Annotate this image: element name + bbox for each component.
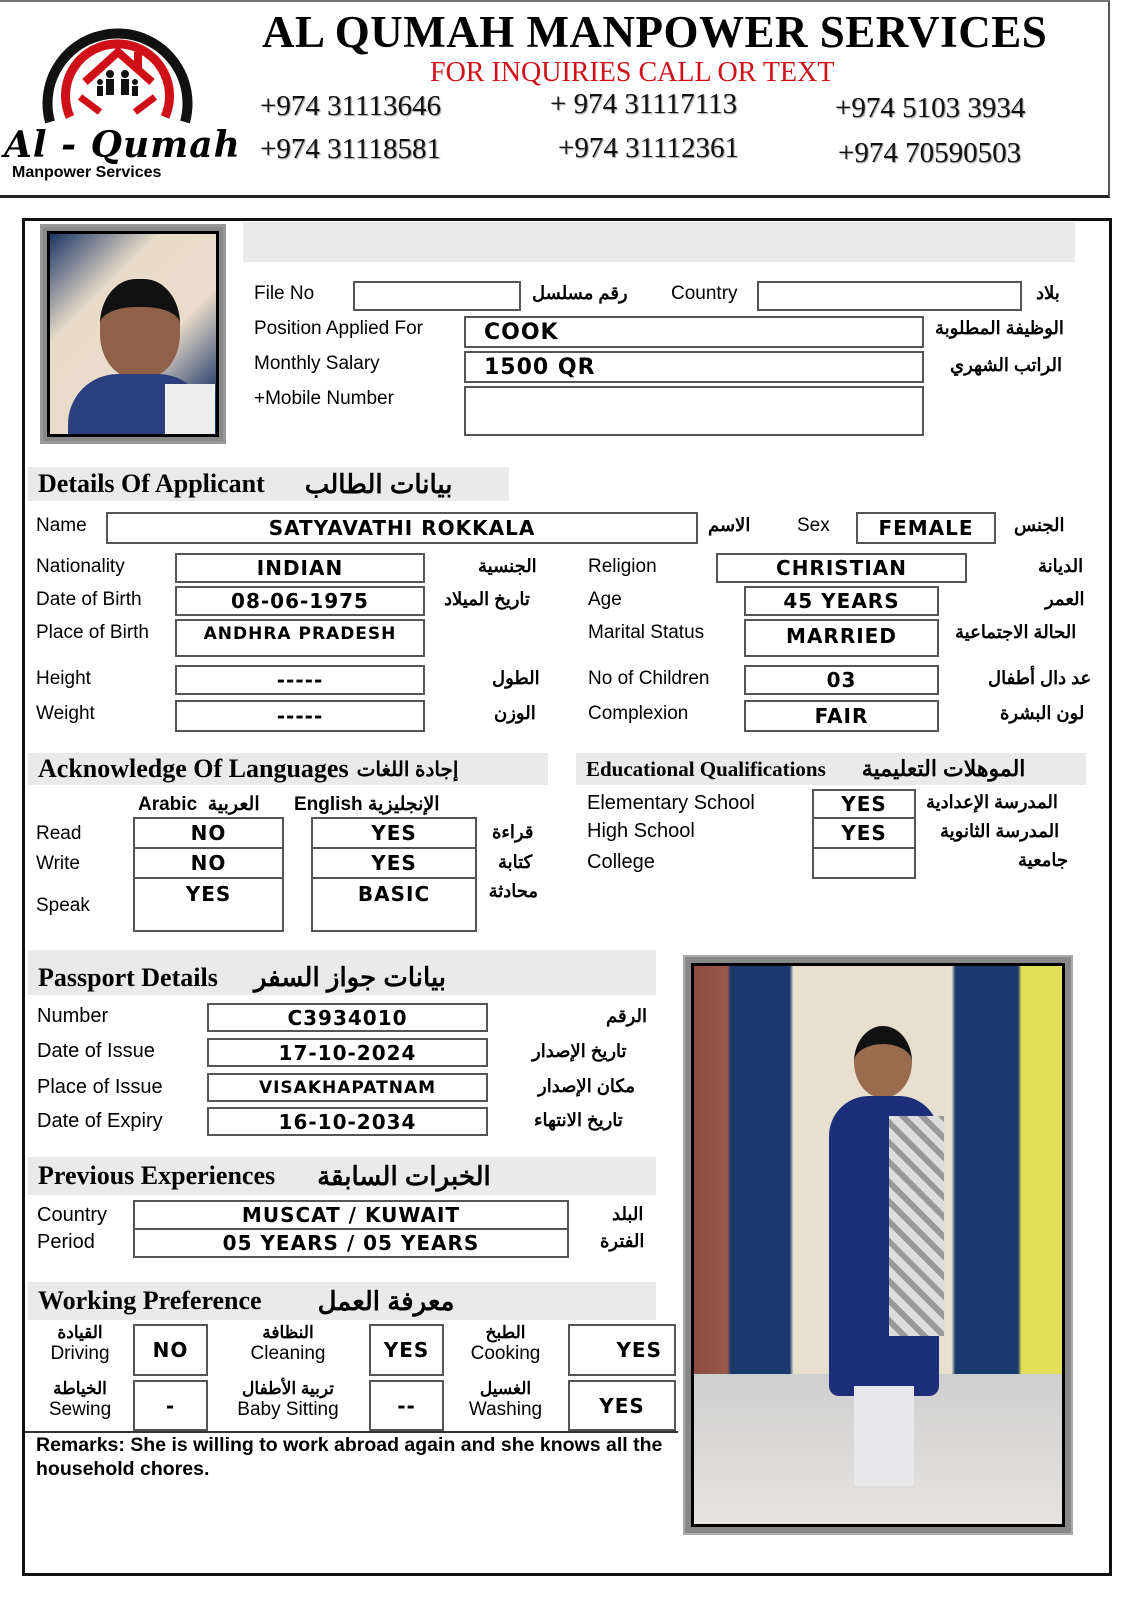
arabic-column-header [138, 793, 260, 816]
english-column-header [294, 793, 440, 816]
salary-label: Monthly Salary [254, 353, 380, 374]
elementary-value: YES [812, 789, 916, 819]
phone-number: +974 31113646 [260, 90, 441, 122]
education-section-header [576, 753, 1086, 785]
complexion-label: Complexion [588, 703, 689, 724]
expiry-date-arabic-label: تاريخ الانتهاء [534, 1110, 623, 1130]
full-body-photo-frame [683, 955, 1073, 1535]
section-title-arabic: بيانات جواز السفر [253, 962, 447, 992]
section-title: Passport Details [38, 963, 218, 992]
sex-arabic-label: الجنس [1014, 515, 1065, 535]
nationality-label: Nationality [36, 556, 125, 577]
write-label: Write [36, 853, 80, 874]
phone-number: +974 70590503 [838, 137, 1022, 169]
marital-status-field: MARRIED [744, 619, 939, 657]
section-title-arabic: الخبرات السابقة [317, 1160, 491, 1191]
salary-field: 1500 QR [464, 351, 924, 383]
arabic-write-value: NO [133, 847, 284, 879]
remarks-text: Remarks: She is willing to work abroad again and she knows all the household chores. [36, 1434, 663, 1480]
english-column-label-ar: الإنجليزية [367, 794, 440, 815]
washing-value: YES [568, 1380, 676, 1431]
english-speak-value: BASIC [311, 877, 477, 932]
speak-arabic-label: محادثة [488, 881, 538, 901]
issue-place-label: Place of Issue [37, 1076, 163, 1098]
cooking-arabic-label: الطبخ [485, 1323, 526, 1342]
passport-photo-frame [40, 224, 226, 444]
experience-country-label: Country [37, 1204, 108, 1226]
arabic-column-label-ar: العربية [207, 794, 260, 815]
college-arabic-label: جامعية [1018, 850, 1069, 870]
name-arabic-label: الاسم [708, 515, 751, 535]
letterhead [0, 0, 1110, 198]
dob-label: Date of Birth [36, 589, 142, 610]
salary-arabic-label: الراتب الشهري [950, 355, 1062, 375]
experience-section-header [28, 1157, 656, 1195]
age-field: 45 YEARS [744, 586, 939, 616]
experience-country-arabic-label: البلد [612, 1204, 644, 1224]
name-label: Name [36, 515, 87, 536]
children-label: No of Children [588, 668, 710, 689]
marital-status-label: Marital Status [588, 622, 705, 643]
section-title-arabic: الموهلات التعليمية [861, 756, 1026, 781]
age-label: Age [588, 589, 622, 610]
dob-field: 08-06-1975 [175, 586, 425, 616]
complexion-arabic-label: لون البشرة [1000, 703, 1085, 723]
preference-section-header [28, 1282, 656, 1320]
religion-field: CHRISTIAN [716, 553, 967, 583]
elementary-label: Elementary School [587, 792, 755, 814]
read-label: Read [36, 823, 82, 844]
place-of-birth-label: Place of Birth [36, 622, 149, 643]
expiry-date-field: 16-10-2034 [207, 1107, 488, 1136]
arabic-read-value: NO [133, 817, 284, 849]
washing-arabic-label: الغسيل [479, 1379, 532, 1398]
weight-arabic-label: الوزن [494, 703, 536, 723]
section-title: Educational Qualifications [586, 756, 826, 781]
children-field: 03 [744, 665, 939, 695]
passport-number-field: C3934010 [207, 1003, 488, 1032]
cleaning-cell [218, 1323, 358, 1365]
file-no-label: File No [254, 283, 315, 304]
passport-section-header [28, 950, 656, 995]
nationality-field: INDIAN [175, 553, 425, 583]
place-of-birth-field: ANDHRA PRADESH [175, 619, 425, 657]
english-write-value: YES [311, 847, 477, 879]
section-title-arabic: معرفة العمل [317, 1285, 455, 1316]
file-no-field [353, 281, 521, 311]
washing-cell [448, 1379, 563, 1421]
height-label: Height [36, 668, 91, 689]
college-value [812, 847, 916, 879]
cleaning-label: Cleaning [250, 1343, 326, 1364]
high-school-label: High School [587, 820, 695, 842]
weight-label: Weight [36, 703, 95, 724]
experience-period-label: Period [37, 1231, 95, 1253]
religion-arabic-label: الديانة [1038, 556, 1084, 576]
cooking-label: Cooking [470, 1343, 541, 1364]
english-read-value: YES [311, 817, 477, 849]
elementary-arabic-label: المدرسة الإعدادية [926, 792, 1058, 812]
section-title: Previous Experiences [38, 1161, 276, 1190]
driving-label: Driving [50, 1343, 110, 1364]
weight-field: ----- [175, 700, 425, 732]
driving-value: NO [133, 1324, 208, 1376]
arabic-column-label: Arabic [138, 794, 198, 815]
country-label: Country [671, 283, 738, 304]
sewing-value: - [133, 1380, 208, 1431]
applicant-section-header [28, 467, 509, 501]
sewing-arabic-label: الخياطة [53, 1379, 107, 1398]
phone-number: +974 5103 3934 [835, 92, 1026, 124]
section-title: Acknowledge Of Languages [38, 754, 349, 783]
phone-number: +974 31112361 [558, 132, 739, 164]
height-arabic-label: الطول [492, 668, 540, 688]
languages-section-header [28, 753, 548, 785]
section-title-arabic: بيانات الطالب [304, 468, 453, 499]
issue-place-field: VISAKHAPATNAM [207, 1073, 488, 1102]
experience-period-field: 05 YEARS / 05 YEARS [133, 1228, 569, 1258]
washing-label: Washing [468, 1399, 543, 1420]
issue-date-arabic-label: تاريخ الإصدار [532, 1041, 627, 1061]
high-school-arabic-label: المدرسة الثانوية [940, 821, 1060, 841]
baby-sitting-cell [218, 1379, 358, 1421]
file-no-arabic-label: رقم مسلسل [532, 283, 628, 303]
cleaning-value: YES [369, 1324, 444, 1376]
passport-number-arabic-label: الرقم [606, 1006, 648, 1026]
company-logo-icon [30, 12, 205, 132]
college-label: College [587, 851, 655, 873]
country-arabic-label: بلاد [1036, 283, 1060, 303]
company-name: AL QUMAH MANPOWER SERVICES [262, 7, 1048, 57]
applicant-portrait-photo [47, 231, 219, 437]
baby-sitting-label: Baby Sitting [237, 1399, 339, 1420]
experience-period-arabic-label: الفترة [600, 1231, 645, 1251]
mobile-label: +Mobile Number [254, 388, 394, 409]
phone-number: +974 31118581 [260, 133, 441, 165]
issue-date-label: Date of Issue [37, 1040, 155, 1062]
high-school-value: YES [812, 817, 916, 849]
driving-cell [28, 1323, 132, 1365]
logo-subtitle: Manpower Services [12, 164, 162, 181]
cooking-value: YES [568, 1324, 676, 1376]
name-field: SATYAVATHI ROKKALA [106, 512, 698, 544]
logo-wordmark: Al - Qumah [4, 124, 241, 166]
cleaning-arabic-label: النظافة [262, 1323, 314, 1342]
children-arabic-label: عد دال أطفال [988, 668, 1092, 688]
speak-label: Speak [36, 895, 90, 916]
phone-number: + 974 31117113 [550, 88, 738, 120]
expiry-date-label: Date of Expiry [37, 1110, 163, 1132]
write-arabic-label: كتابة [498, 852, 533, 872]
country-field [757, 281, 1022, 311]
issue-date-field: 17-10-2024 [207, 1038, 488, 1067]
preference-grid [28, 1323, 678, 1431]
arabic-speak-value: YES [133, 877, 284, 932]
mobile-field [464, 386, 924, 436]
sewing-label: Sewing [48, 1399, 112, 1420]
position-field: COOK [464, 316, 924, 348]
baby-sitting-arabic-label: تربية الأطفال [242, 1379, 334, 1398]
baby-sitting-value: -- [369, 1380, 444, 1431]
section-title: Working Preference [38, 1286, 262, 1315]
section-title-arabic: إجادة اللغات [356, 758, 459, 781]
sex-label: Sex [797, 515, 830, 536]
height-field: ----- [175, 665, 425, 695]
sewing-cell [28, 1379, 132, 1421]
applicant-full-body-photo [691, 963, 1065, 1527]
passport-number-label: Number [37, 1005, 109, 1027]
read-arabic-label: قراءة [492, 822, 534, 842]
nationality-arabic-label: الجنسية [478, 556, 537, 576]
complexion-field: FAIR [744, 700, 939, 732]
religion-label: Religion [588, 556, 657, 577]
marital-status-arabic-label: الحالة الاجتماعية [955, 622, 1077, 642]
inquiry-text: FOR INQUIRIES CALL OR TEXT [430, 57, 835, 88]
experience-country-field: MUSCAT / KUWAIT [133, 1200, 569, 1230]
age-arabic-label: العمر [1045, 589, 1085, 609]
section-title: Details Of Applicant [38, 469, 265, 498]
position-arabic-label: الوظيفة المطلوبة [935, 318, 1064, 338]
issue-place-arabic-label: مكان الإصدار [538, 1076, 635, 1096]
cooking-cell [448, 1323, 563, 1365]
sex-field: FEMALE [856, 512, 996, 544]
driving-arabic-label: القيادة [57, 1323, 103, 1342]
header-bar [243, 222, 1075, 262]
english-column-label: English [294, 794, 363, 815]
dob-arabic-label: تاريخ الميلاد [444, 589, 530, 609]
position-label: Position Applied For [254, 318, 423, 339]
